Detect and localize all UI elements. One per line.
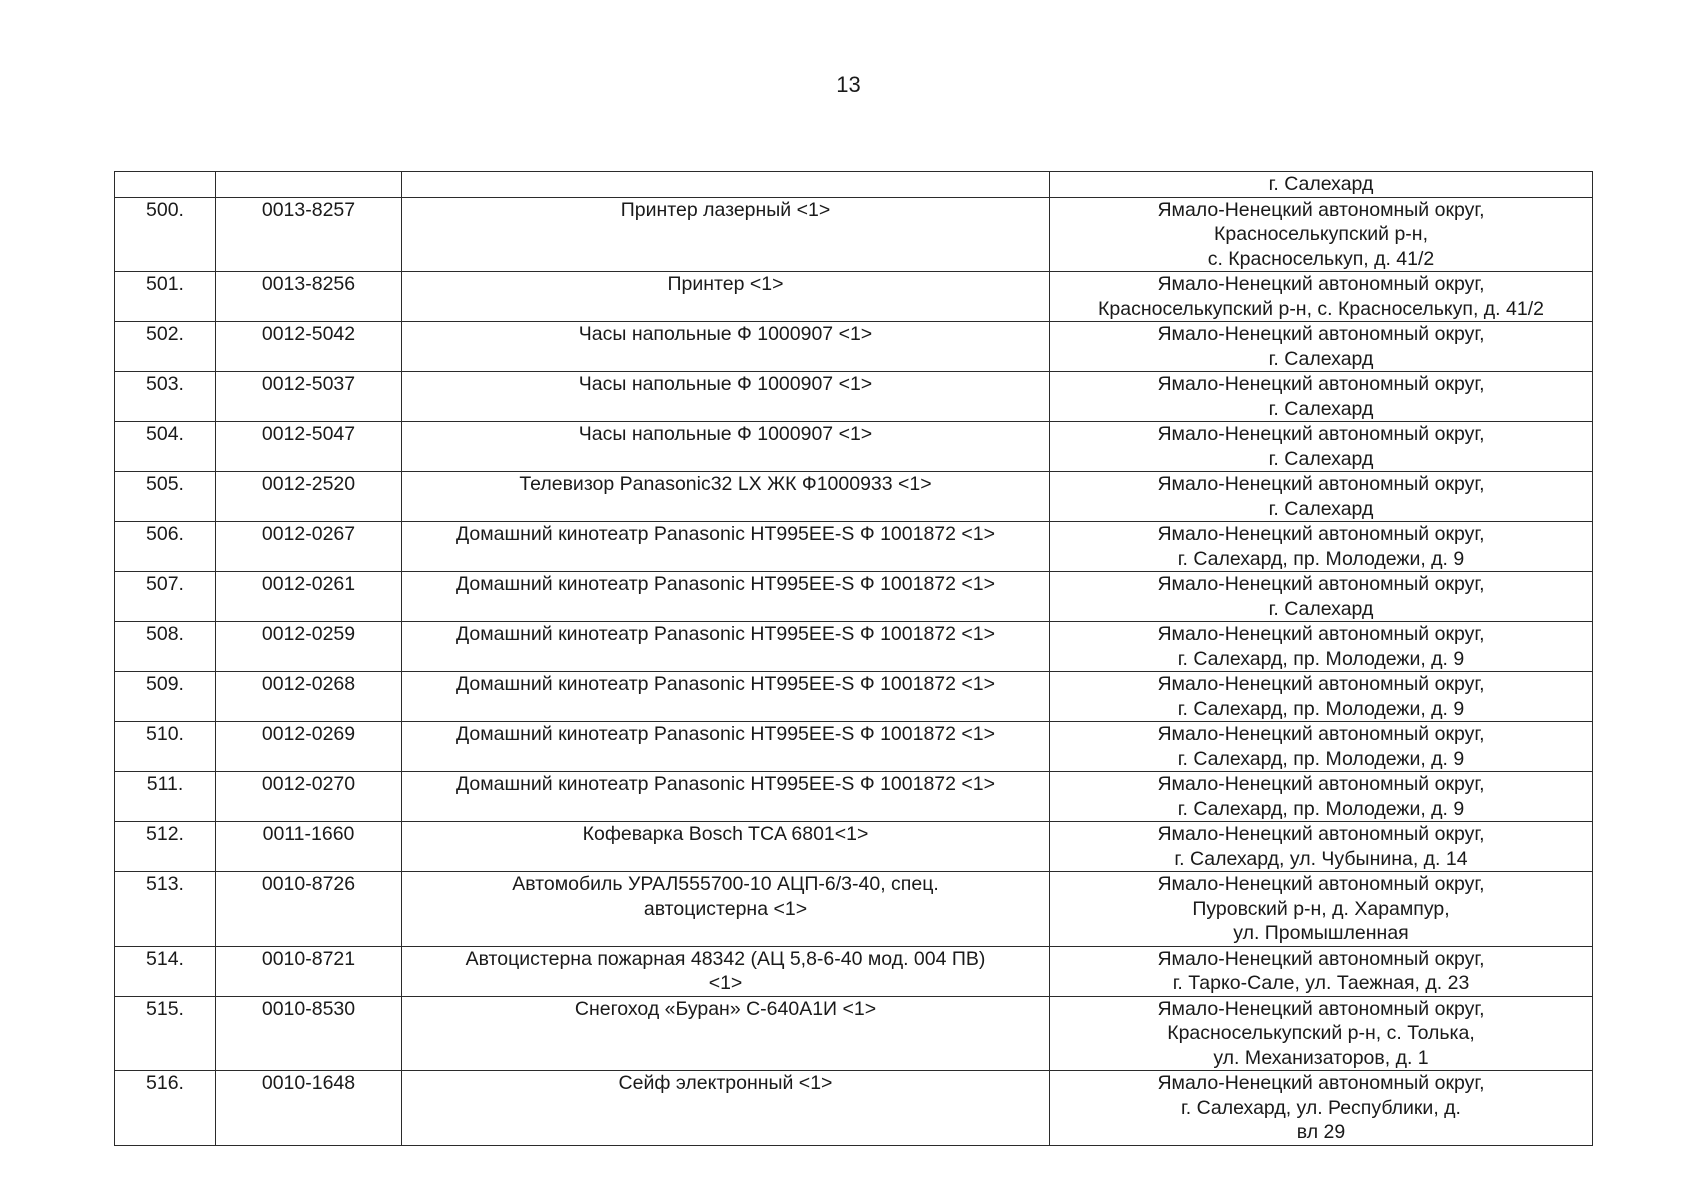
address-cell: Ямало-Ненецкий автономный округ, г. Салехард: [1050, 322, 1593, 372]
table-row: [115, 572, 1593, 622]
address-cell: Ямало-Ненецкий автономный округ, г. Салехард, ул. Чубынина, д. 14: [1050, 822, 1593, 872]
registry-table-body: [115, 172, 1593, 1146]
item-name-cell: Автомобиль УРАЛ555700-10 АЦП-6/3-40, спец. автоцистерна <1>: [402, 872, 1050, 947]
inventory-code-cell: [216, 172, 402, 198]
row-number-cell: 510.: [115, 722, 216, 772]
inventory-code-cell: 0012-5042: [216, 322, 402, 372]
address-cell: г. Салехард: [1050, 172, 1593, 198]
item-name-cell: Автоцистерна пожарная 48342 (АЦ 5,8-6-40 мод. 004 ПВ) <1>: [402, 946, 1050, 996]
row-number-cell: 513.: [115, 872, 216, 947]
row-number-cell: 512.: [115, 822, 216, 872]
table-row: [115, 372, 1593, 422]
address-cell: Ямало-Ненецкий автономный округ, г. Салехард, пр. Молодежи, д. 9: [1050, 772, 1593, 822]
address-cell: Ямало-Ненецкий автономный округ, Пуровский р-н, д. Харампур, ул. Промышленная: [1050, 872, 1593, 947]
item-name-cell: Часы напольные Ф 1000907 <1>: [402, 322, 1050, 372]
row-number-cell: 505.: [115, 472, 216, 522]
item-name-cell: Домашний кинотеатр Panasonic HT995EE-S Ф 1001872 <1>: [402, 772, 1050, 822]
inventory-code-cell: 0012-0268: [216, 672, 402, 722]
table-row: [115, 472, 1593, 522]
table-row: [115, 622, 1593, 672]
row-number-cell: 503.: [115, 372, 216, 422]
row-number-cell: 506.: [115, 522, 216, 572]
inventory-code-cell: 0013-8256: [216, 272, 402, 322]
address-cell: Ямало-Ненецкий автономный округ, г. Салехард, пр. Молодежи, д. 9: [1050, 522, 1593, 572]
item-name-cell: Часы напольные Ф 1000907 <1>: [402, 372, 1050, 422]
table-row: [115, 172, 1593, 198]
row-number-cell: 516.: [115, 1071, 216, 1146]
table-row: [115, 946, 1593, 996]
address-cell: Ямало-Ненецкий автономный округ, Красноселькупский р-н, с. Красноселькуп, д. 41/2: [1050, 272, 1593, 322]
inventory-code-cell: 0012-5047: [216, 422, 402, 472]
inventory-code-cell: 0012-0267: [216, 522, 402, 572]
table-row: [115, 772, 1593, 822]
item-name-cell: Домашний кинотеатр Panasonic HT995EE-S Ф 1001872 <1>: [402, 672, 1050, 722]
address-cell: Ямало-Ненецкий автономный округ, г. Салехард, пр. Молодежи, д. 9: [1050, 622, 1593, 672]
inventory-code-cell: 0012-0261: [216, 572, 402, 622]
address-cell: Ямало-Ненецкий автономный округ, г. Салехард: [1050, 372, 1593, 422]
row-number-cell: 504.: [115, 422, 216, 472]
row-number-cell: 501.: [115, 272, 216, 322]
item-name-cell: Кофеварка Bosch TCA 6801<1>: [402, 822, 1050, 872]
item-name-cell: Часы напольные Ф 1000907 <1>: [402, 422, 1050, 472]
item-name-cell: Принтер <1>: [402, 272, 1050, 322]
table-row: [115, 672, 1593, 722]
inventory-code-cell: 0010-8721: [216, 946, 402, 996]
table-row: [115, 822, 1593, 872]
table-row: [115, 197, 1593, 272]
item-name-cell: Домашний кинотеатр Panasonic HT995EE-S Ф 1001872 <1>: [402, 522, 1050, 572]
inventory-code-cell: 0010-8726: [216, 872, 402, 947]
row-number-cell: 515.: [115, 996, 216, 1071]
address-cell: Ямало-Ненецкий автономный округ, г. Салехард, пр. Молодежи, д. 9: [1050, 722, 1593, 772]
inventory-code-cell: 0010-1648: [216, 1071, 402, 1146]
address-cell: Ямало-Ненецкий автономный округ, Красноселькупский р-н, с. Красноселькуп, д. 41/2: [1050, 197, 1593, 272]
table-row: [115, 1071, 1593, 1146]
item-name-cell: Сейф электронный <1>: [402, 1071, 1050, 1146]
row-number-cell: 500.: [115, 197, 216, 272]
inventory-code-cell: 0011-1660: [216, 822, 402, 872]
address-cell: Ямало-Ненецкий автономный округ, г. Тарко-Сале, ул. Таежная, д. 23: [1050, 946, 1593, 996]
row-number-cell: 509.: [115, 672, 216, 722]
row-number-cell: [115, 172, 216, 198]
row-number-cell: 507.: [115, 572, 216, 622]
item-name-cell: Домашний кинотеатр Panasonic HT995EE-S Ф 1001872 <1>: [402, 722, 1050, 772]
row-number-cell: 508.: [115, 622, 216, 672]
table-row: [115, 722, 1593, 772]
table-row: [115, 422, 1593, 472]
address-cell: Ямало-Ненецкий автономный округ, Красноселькупский р-н, с. Толька, ул. Механизаторов, д. 1: [1050, 996, 1593, 1071]
item-name-cell: Домашний кинотеатр Panasonic HT995EE-S Ф 1001872 <1>: [402, 572, 1050, 622]
address-cell: Ямало-Ненецкий автономный округ, г. Салехард: [1050, 472, 1593, 522]
table-row: [115, 872, 1593, 947]
table-row: [115, 272, 1593, 322]
address-cell: Ямало-Ненецкий автономный округ, г. Салехард, ул. Республики, д. вл 29: [1050, 1071, 1593, 1146]
address-cell: Ямало-Ненецкий автономный округ, г. Салехард, пр. Молодежи, д. 9: [1050, 672, 1593, 722]
inventory-code-cell: 0012-0259: [216, 622, 402, 672]
row-number-cell: 514.: [115, 946, 216, 996]
inventory-code-cell: 0013-8257: [216, 197, 402, 272]
table-row: [115, 522, 1593, 572]
item-name-cell: Снегоход «Буран» С-640А1И <1>: [402, 996, 1050, 1071]
item-name-cell: Домашний кинотеатр Panasonic HT995EE-S Ф 1001872 <1>: [402, 622, 1050, 672]
item-name-cell: Принтер лазерный <1>: [402, 197, 1050, 272]
address-cell: Ямало-Ненецкий автономный округ, г. Салехард: [1050, 422, 1593, 472]
item-name-cell: [402, 172, 1050, 198]
inventory-code-cell: 0012-0270: [216, 772, 402, 822]
inventory-code-cell: 0012-5037: [216, 372, 402, 422]
table-row: [115, 996, 1593, 1071]
inventory-code-cell: 0010-8530: [216, 996, 402, 1071]
table-row: [115, 322, 1593, 372]
inventory-code-cell: 0012-0269: [216, 722, 402, 772]
registry-table: [114, 171, 1593, 1146]
address-cell: Ямало-Ненецкий автономный округ, г. Салехард: [1050, 572, 1593, 622]
inventory-code-cell: 0012-2520: [216, 472, 402, 522]
property-registry: [114, 171, 1592, 1146]
page-number: 13: [836, 72, 861, 97]
item-name-cell: Телевизор Panasonic32 LX ЖК Ф1000933 <1>: [402, 472, 1050, 522]
row-number-cell: 511.: [115, 772, 216, 822]
row-number-cell: 502.: [115, 322, 216, 372]
